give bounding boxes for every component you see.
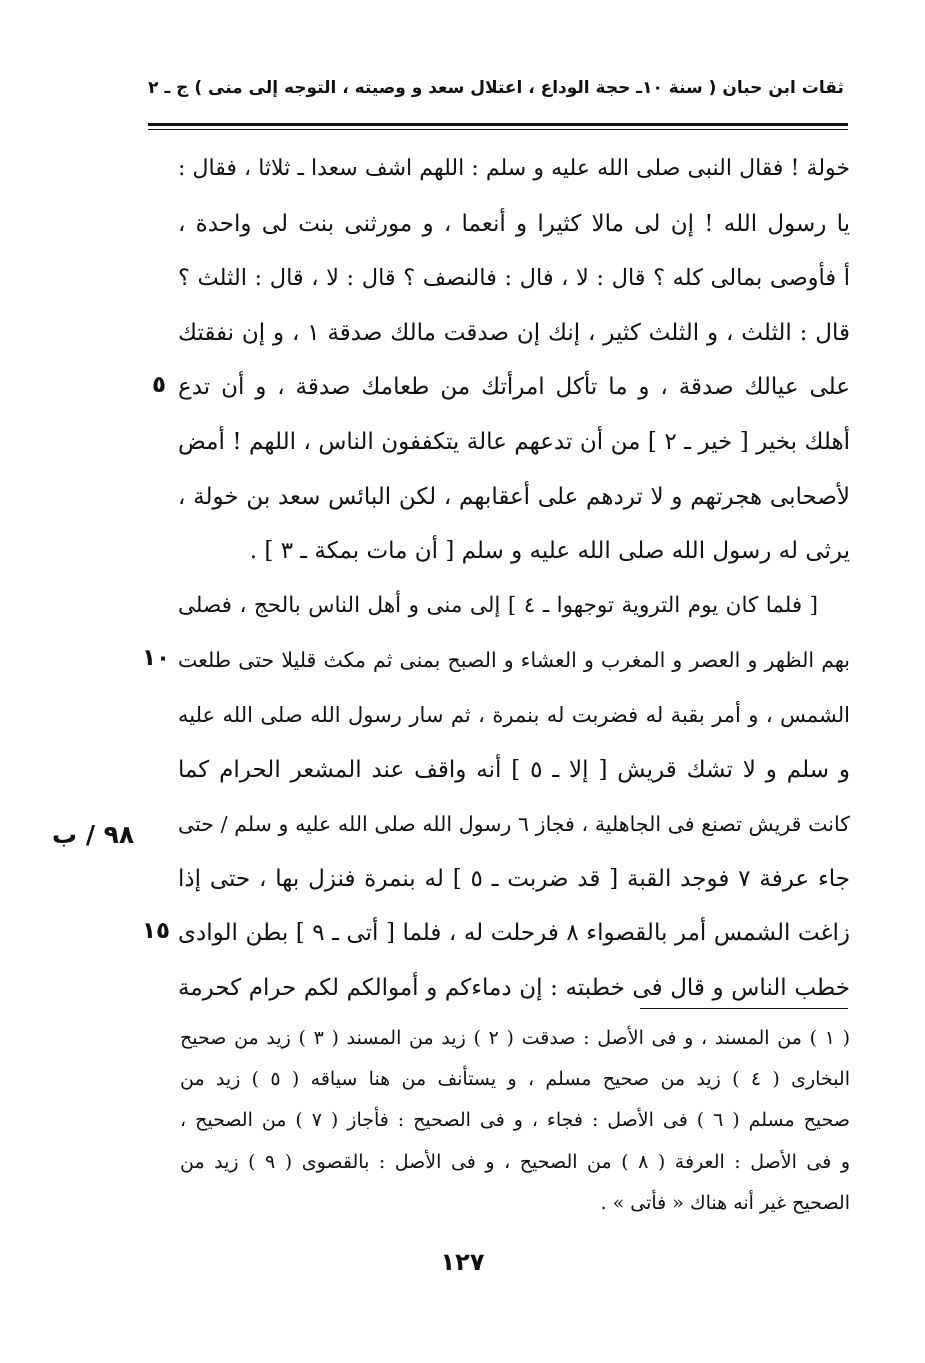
text-line: أهلك بخير [ خير ـ ٢ ] من أن تدعهم عالة يتكففون الناس ، اللهم ! أمض <box>178 428 850 455</box>
footnote-line: البخارى ( ٤ ) زيد من صحيح مسلم ، و يستأنف من هنا سياقه ( ٥ ) زيد من <box>180 1068 850 1091</box>
line-number: ١٥ <box>142 918 171 944</box>
text-line: أ فأوصى بمالى كله ؟ قال : لا ، فال : فالنصف ؟ قال : لا ، قال : الثلث ؟ <box>178 265 850 292</box>
text-line: بهم الظهر و العصر و المغرب و العشاء و الصبح بمنى ثم مكث قليلا حتى طلعت <box>178 648 850 673</box>
text-line: يرثى له رسول الله صلى الله عليه و سلم [ أن مات بمكة ـ ٣ ] . <box>249 538 850 565</box>
text-line: كانت قريش تصنع فى الجاهلية ، فجاز ٦ رسول الله صلى الله عليه و سلم / حتى <box>178 812 850 837</box>
text-line: على عيالك صدقة ، و ما تأكل امرأتك من طعامك صدقة ، و أن تدع <box>178 374 850 401</box>
text-line: جاء عرفة ٧ فوجد القبة [ قد ضربت ـ ٥ ] له بنمرة فنزل بها ، حتى إذا <box>178 865 850 892</box>
footnote-line: و فى الأصل : العرفة ( ٨ ) من الصحيح ، و فى الأصل : بالقصوى ( ٩ ) زيد من <box>180 1150 850 1173</box>
line-number: ١٠ <box>142 645 171 671</box>
header-rule-thick <box>148 123 848 126</box>
footnote-line: الصحيح غير أنه هناك « فأتى » . <box>600 1191 850 1214</box>
footnotes-block <box>180 1018 850 1224</box>
header-rule-thin <box>148 129 848 130</box>
text-line: خطب الناس و قال فى خطبته : إن دماءكم و أموالكم لكم حرام كحرمة <box>178 974 850 1001</box>
text-line: خولة ! فقال النبى صلى الله عليه و سلم : اللهم اشف سعدا ـ ثلاثا ، فقال : <box>178 156 850 181</box>
text-line: [ فلما كان يوم التروية توجهوا ـ ٤ ] إلى منى و أهل الناس بالحج ، فصلى <box>178 592 818 618</box>
main-text-block <box>178 142 850 1016</box>
text-line: الشمس ، و أمر بقبة له فضربت له بنمرة ، ثم سار رسول الله صلى الله عليه <box>178 702 850 727</box>
running-header: ثقات ابن حبان ( سنة ١٠ـ حجة الوداع ، اعتلال سعد و وصيته ، التوجه إلى منى ) ج ـ ٢ <box>148 78 844 98</box>
footnote-separator <box>640 1008 848 1009</box>
text-line: لأصحابى هجرتهم و لا تردهم على أعقابهم ، لكن البائس سعد بن خولة ، <box>178 483 850 510</box>
text-line: قال : الثلث ، و الثلث كثير ، إنك إن صدقت مالك صدقة ١ ، و إن نفقتك <box>178 319 850 346</box>
footnote-line: ( ١ ) من المسند ، و فى الأصل : صدقت ( ٢ ) زيد من المسند ( ٣ ) زيد من صحيح <box>180 1027 850 1049</box>
page-number: ١٢٧ <box>440 1248 485 1276</box>
text-line: زاغت الشمس أمر بالقصواء ٨ فرحلت له ، فلما [ أتى ـ ٩ ] بطن الوادى <box>178 920 850 947</box>
text-line: و سلم و لا تشك قريش [ إلا ـ ٥ ] أنه واقف عند المشعر الحرام كما <box>178 756 850 783</box>
manuscript-folio-marker: ٩٨ / ب <box>52 820 135 849</box>
line-number: ٥ <box>152 372 167 398</box>
text-line: يا رسول الله ! إن لى مالا كثيرا و أنعما ، و مورثنى بنت لى واحدة ، <box>178 210 850 237</box>
footnote-line: صحيح مسلم ( ٦ ) فى الأصل : فجاء ، و فى الصحيح : فأجاز ( ٧ ) من الصحيح ، <box>180 1109 850 1132</box>
